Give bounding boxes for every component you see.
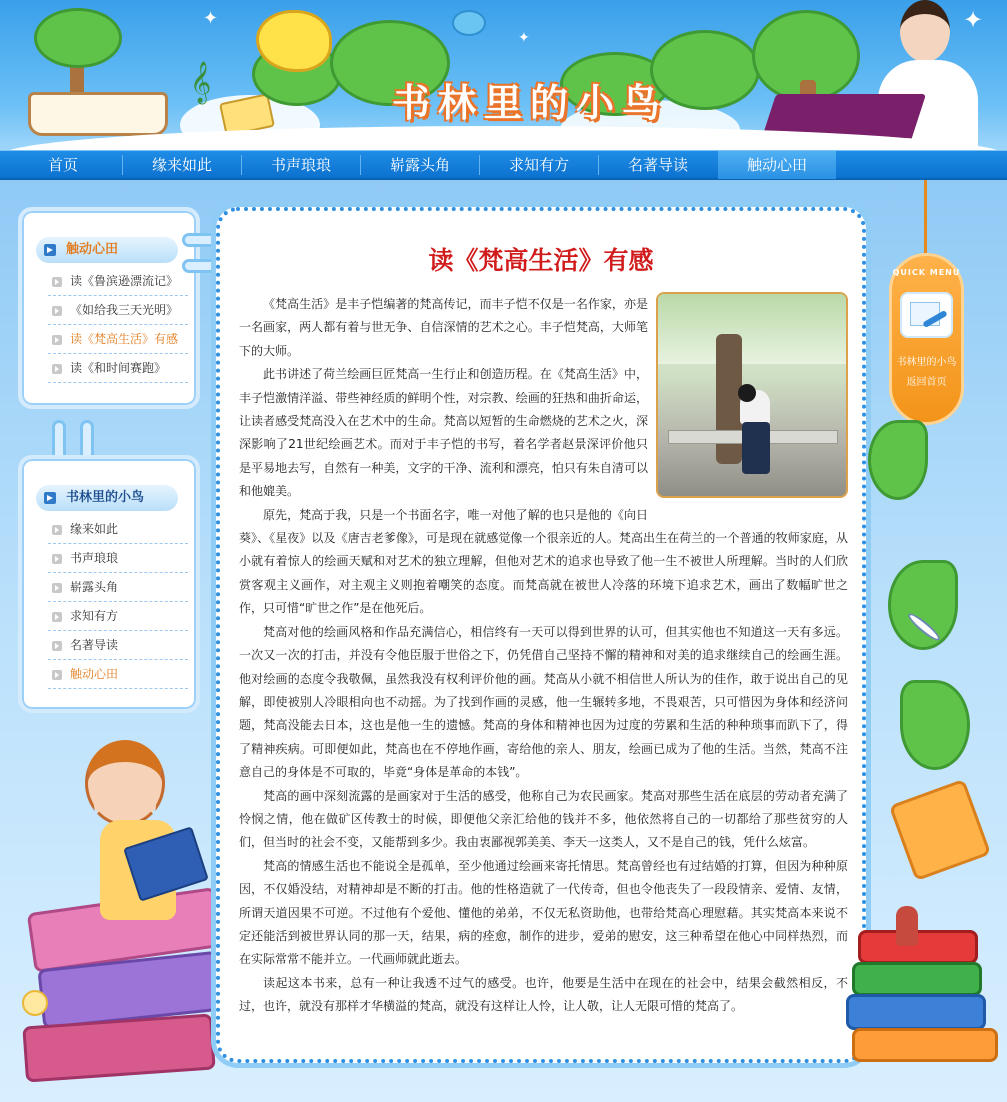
sidebar-item[interactable] (48, 354, 188, 383)
nav-item-home[interactable]: 首页 (47, 156, 78, 174)
play-arrow-icon (44, 244, 56, 256)
book-stack-icon (846, 994, 986, 1030)
leaf-icon (868, 420, 928, 500)
play-arrow-icon (52, 641, 62, 651)
article-paragraph: 《梵高生活》是丰子恺编著的梵高传记，而丰子恺不仅是一名作家，亦是一名画家，两人都有着与世无争、自信深情的艺术之心。丰子恺梵高，大师笔下的大师。 (239, 297, 648, 358)
article-paragraph: 此书讲述了荷兰绘画巨匠梵高一生行止和创造历程。在《梵高生活》中，丰子恺激情洋溢、带些神经质的鲜明个性，对宗教、绘画的狂热和曲折命运，让读者感受梵高没入在艺术中的生命。梵高以短暂的生命燃烧的艺术之火，深深影响了21世纪绘画艺术。而对于丰子恺的书写，着名学者赵景深评价他只是平易地去写，自然有一种美，文字的干净、流利和漂亮，怕只有朱自清可以和他媲美。 (239, 367, 648, 499)
sidebar-item[interactable] (48, 325, 188, 354)
nav-item-chudong[interactable]: 触动心田 (718, 151, 836, 179)
sidebar-list (48, 515, 188, 689)
sidebar-item[interactable] (48, 602, 188, 631)
sparkle-icon: ✦ (518, 30, 530, 46)
header-banner (0, 0, 1007, 150)
sidebar-box-recent (18, 207, 200, 409)
play-arrow-icon (52, 335, 62, 345)
sidebar-item-label: 名著导读 (70, 638, 119, 652)
quick-menu (889, 253, 964, 425)
sidebar-item-label: 读《鲁滨逊漂流记》 (70, 274, 179, 288)
book-stack-icon (22, 1013, 215, 1082)
leaf-icon (900, 680, 970, 770)
book-stack-icon (852, 962, 982, 996)
site-title: 书林里的小鸟 (391, 80, 668, 125)
sidebar-item[interactable] (48, 515, 188, 544)
flying-book-icon (889, 779, 992, 882)
book-stack-icon (858, 930, 978, 964)
sidebar-list (48, 267, 188, 383)
sidebar-item[interactable] (48, 267, 188, 296)
nav-item-yuanlai[interactable]: 缘来如此 (151, 156, 212, 174)
sidebar-heading (36, 237, 178, 263)
sidebar-heading (36, 485, 178, 511)
quick-link-site[interactable]: 书林里的小鸟 (896, 357, 957, 368)
quick-menu-string (924, 180, 927, 256)
play-arrow-icon (52, 670, 62, 680)
article-paragraph: 原先，梵高于我，只是一个书面名字，唯一对他了解的也只是他的《向日葵》、《星夜》以及《唐吉老爹像》，可是现在就感觉像一个很亲近的人。梵高出生在荷兰的一个普通的牧师家庭，从小就有着惊人的绘画天赋和对艺术的独立理解，但他对艺术的追求也导致了他一生不被世人所理解。当时的人们欣赏客观主义画作，对主观主义则抱着嘲笑的态度。而梵高就在被世人冷落的环境下追求艺术，画出了数幅旷世之作，只可惜“旷世之作”是在他死后。 (239, 507, 848, 616)
pen-paper-icon (900, 292, 953, 338)
blue-bird-icon (452, 10, 486, 36)
sparkle-icon: ✦ (963, 6, 984, 34)
article-panel (216, 207, 866, 1063)
article-paragraph: 梵高的画中深刻流露的是画家对于生活的感受，他称自己为农民画家。梵高对那些生活在底层的劳动者充满了怜悯之情，他在做矿区传教士的时候，即便他父亲汇给他的钱并不多，他依然将自己的一切都给了那些贫穷的人们，但当时的社会不变，又能帮到多少。我由衷鄙视郭美美、李天一这类人，又不是自己的钱，凭什么炫富。 (239, 788, 848, 850)
nav-item-qiuzhi[interactable]: 求知有方 (508, 156, 569, 174)
book-stack-icon (852, 1028, 998, 1062)
play-arrow-icon (52, 306, 62, 316)
presenter-head (900, 0, 950, 62)
sidebar-item[interactable] (48, 660, 188, 689)
yellow-bird-icon (256, 10, 332, 72)
photo-spacer (648, 293, 848, 505)
sidebar-box-sections (18, 455, 200, 713)
nav-item-shusheng[interactable]: 书声琅琅 (270, 156, 331, 174)
play-arrow-icon (52, 364, 62, 374)
article-paragraph: 梵高对他的绘画风格和作品充满信心，相信终有一天可以得到世界的认可，但其实他也不知道这一天有多远。一次又一次的打击，并没有令他臣服于世俗之下，仍凭借自己坚持不懈的精神和对美的追求继续自己的绘画生涯。他对绘画的态度令我敬佩，虽然我没有权利评价他的画。梵高从小就不相信世人所认为的佳作，敢于说出自己的见解，即使被别人冷眼相向也不动摇。为了找到作画的灵感，他一生辗转多地，不畏艰苦，只可惜因为身体和经济问题，梵高没能去日本，这也是他一生的遗憾。梵高的身体和精神也因为过度的劳累和生活的种种琐事而趴下了，得了精神疾病。可即便如此，梵高也在不停地作画，寄给他的亲人、朋友，绘画已成为了他的生活。当然，梵高不注意自己的身体是不可取的，毕竟“身体是革命的本钱”。 (239, 624, 848, 780)
play-arrow-icon (52, 612, 62, 622)
play-arrow-icon (52, 583, 62, 593)
sidebar-item-label: 触动心田 (70, 667, 119, 681)
sidebar-item[interactable] (48, 296, 188, 325)
leaf-icon (888, 560, 958, 650)
open-book-icon (28, 92, 168, 136)
sidebar-heading-label: 书林里的小鸟 (66, 490, 145, 505)
play-arrow-icon (52, 525, 62, 535)
nav-item-zhanlu[interactable]: 崭露头角 (389, 156, 450, 174)
sidebar-item[interactable] (48, 544, 188, 573)
sidebar-item-label: 缘来如此 (70, 522, 119, 536)
sidebar-item-label: 书声琅琅 (70, 551, 119, 565)
article-paragraph: 梵高的情感生活也不能说全是孤单，至少他通过绘画来寄托情思。梵高曾经也有过结婚的打算，但因为种种原因，不仅婚没结，对精神却是不断的打击。他的性格造就了一代传奇，但也令他丧失了一段段情亲、爱情、友情，所谓天道因果不可逆。不过他有个爱他、懂他的弟弟，不仅无私资助他，也带给梵高心理慰藉。其实梵高本来说不定还能活到被世界认同的那一天，结果，病的痊愈，制作的进步，爱弟的慰安，这三种希望在他心中同样热烈，而在实际常常不能并立。一代画师就此逝去。 (239, 858, 848, 967)
sidebar-item-label: 读《梵高生活》有感 (70, 332, 179, 346)
music-note-icon: 𝄞 (190, 62, 212, 103)
quick-link-home[interactable]: 返回首页 (906, 377, 947, 388)
quick-menu-label: QUICK MENU (892, 268, 961, 277)
article-title: 读《梵高生活》有感 (428, 246, 654, 275)
flower-icon (22, 990, 48, 1016)
nav-item-mingzhu[interactable]: 名著导读 (627, 156, 688, 174)
sidebar-item-label: 《如给我三天光明》 (70, 303, 179, 317)
reading-boy-icon (896, 906, 918, 946)
sidebar-item[interactable] (48, 573, 188, 602)
sidebar-item-label: 求知有方 (70, 609, 119, 623)
article-body (239, 293, 848, 1019)
main-nav (0, 150, 1007, 180)
article-paragraph: 读起这本书来，总有一种让我透不过气的感受。也许，他要是生活中在现在的社会中，结果会截然相反，不过，也许，就没有那样才华横溢的梵高，就没有这样让人怜，让人敬，让人无限可惜的梵高了。 (239, 975, 848, 1014)
sidebar-heading-label: 触动心田 (66, 242, 119, 257)
sidebar-item[interactable] (48, 631, 188, 660)
play-arrow-icon (52, 554, 62, 564)
play-arrow-icon (52, 277, 62, 287)
play-arrow-icon (44, 492, 56, 504)
girl-head (85, 740, 165, 826)
sidebar-item-label: 崭露头角 (70, 580, 119, 594)
sidebar-item-label: 读《和时间赛跑》 (70, 361, 167, 375)
sparkle-icon: ✦ (203, 8, 219, 29)
tree-icon (34, 8, 122, 68)
